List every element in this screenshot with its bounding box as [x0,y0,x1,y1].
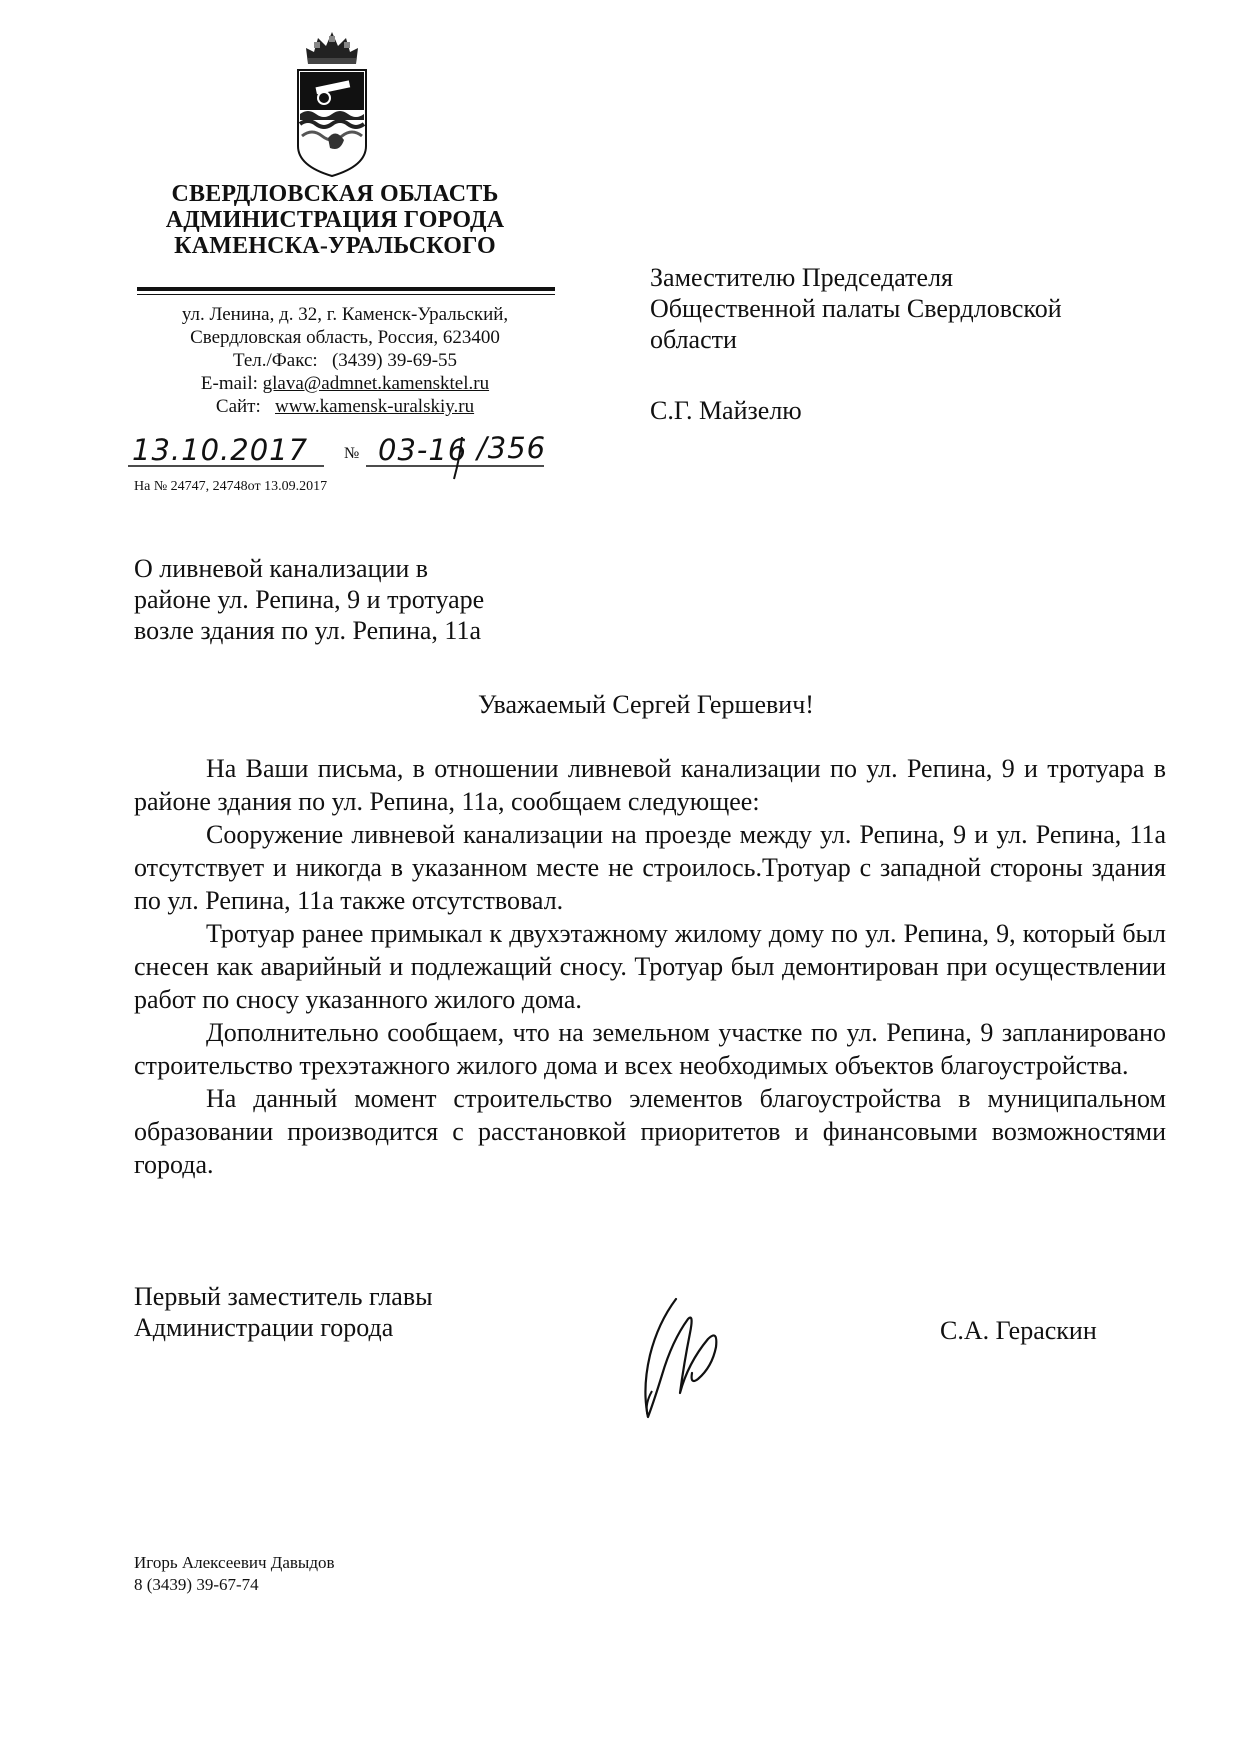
subject-line: О ливневой канализации в [134,554,429,583]
addressee-line: области [650,325,737,354]
letter-body [134,752,1166,1181]
organization-address [140,303,550,418]
body-paragraph: Тротуар ранее примыкал к двухэтажному жилому дому по ул. Репина, 9, который был снесен как аварийный и подлежащий сносу. Тротуар был демонтирован при осуществлении работ по сносу указанного жилого дома. [134,919,1166,1014]
org-line: СВЕРДЛОВСКАЯ ОБЛАСТЬ [171,181,499,207]
letterhead-divider-thin [137,294,555,295]
executor-phone: 8 (3439) 39-67-74 [134,1575,259,1594]
registration-date: 13.10.2017 [132,433,309,467]
registration-number-label: № [344,445,360,462]
site-label: Сайт: [215,396,261,417]
signatory-name: С.А. Гераскин [940,1316,1097,1345]
executor-name: Игорь Алексеевич Давыдов [134,1553,335,1572]
organization-title [160,181,510,259]
subject-line: районе ул. Репина, 9 и тротуаре [134,585,485,614]
executor-info [134,1552,335,1596]
address-line: ул. Ленина, д. 32, г. Каменск-Уральский, [181,304,509,325]
phone-value: (3439) 39-69-55 [331,350,458,371]
addressee-name: С.Г. Майзелю [650,396,802,425]
body-paragraph: Сооружение ливневой канализации на проезде между ул. Репина, 9 и ул. Репина, 11а отсутствует и никогда в указанном месте не строилось.Тротуар с западной стороны здания по ул. Репина, 11а также отсутствовал. [134,820,1166,915]
subject-line: возле здания по ул. Репина, 11а [134,616,482,645]
addressee-line: Заместителю Председателя [650,263,954,292]
registration-number: 03-16 [378,433,468,467]
registration-number-tail: /356 [477,431,547,465]
phone-line [140,349,550,372]
reference-number: На № 24747, 24748от 13.09.2017 [134,479,328,494]
body-paragraph: На Ваши письма, в отношении ливневой канализации по ул. Репина, 9 и тротуара в районе здания по ул. Репина, 11а, сообщаем следующее: [134,754,1166,816]
handwritten-signature-icon [618,1293,748,1423]
org-line: АДМИНИСТРАЦИЯ ГОРОДА [165,207,505,233]
city-coat-of-arms-icon [292,28,372,178]
body-paragraph: На данный момент строительство элементов благоустройства в муниципальном образовании производится с расстановкой приоритетов и финансовыми возможностями города. [134,1084,1166,1179]
email-link[interactable]: glava@admnet.kamensktel.ru [262,373,490,394]
email-label: E-mail: [200,373,258,394]
org-line: КАМЕНСКА-УРАЛЬСКОГО [174,233,496,259]
position-line: Администрации города [134,1313,394,1342]
greeting: Уважаемый Сергей Гершевич! [478,690,814,719]
site-line [140,395,550,418]
position-line: Первый заместитель главы [134,1282,433,1311]
addressee-line: Общественной палаты Свердловской [650,294,1062,323]
email-line [140,372,550,395]
greeting-row [0,690,1240,720]
phone-label: Тел./Факс: [232,350,318,371]
letterhead-divider [137,287,555,291]
addressee-block [650,262,1170,355]
body-paragraph: Дополнительно сообщаем, что на земельном участке по ул. Репина, 9 запланировано строительство трехэтажного жилого дома и всех необходимых объектов благоустройства. [134,1018,1166,1080]
signatory-position [134,1281,554,1343]
address-line: Свердловская область, Россия, 623400 [190,327,500,348]
site-link[interactable]: www.kamensk-uralskiy.ru [275,396,475,417]
letter-subject [134,553,574,646]
